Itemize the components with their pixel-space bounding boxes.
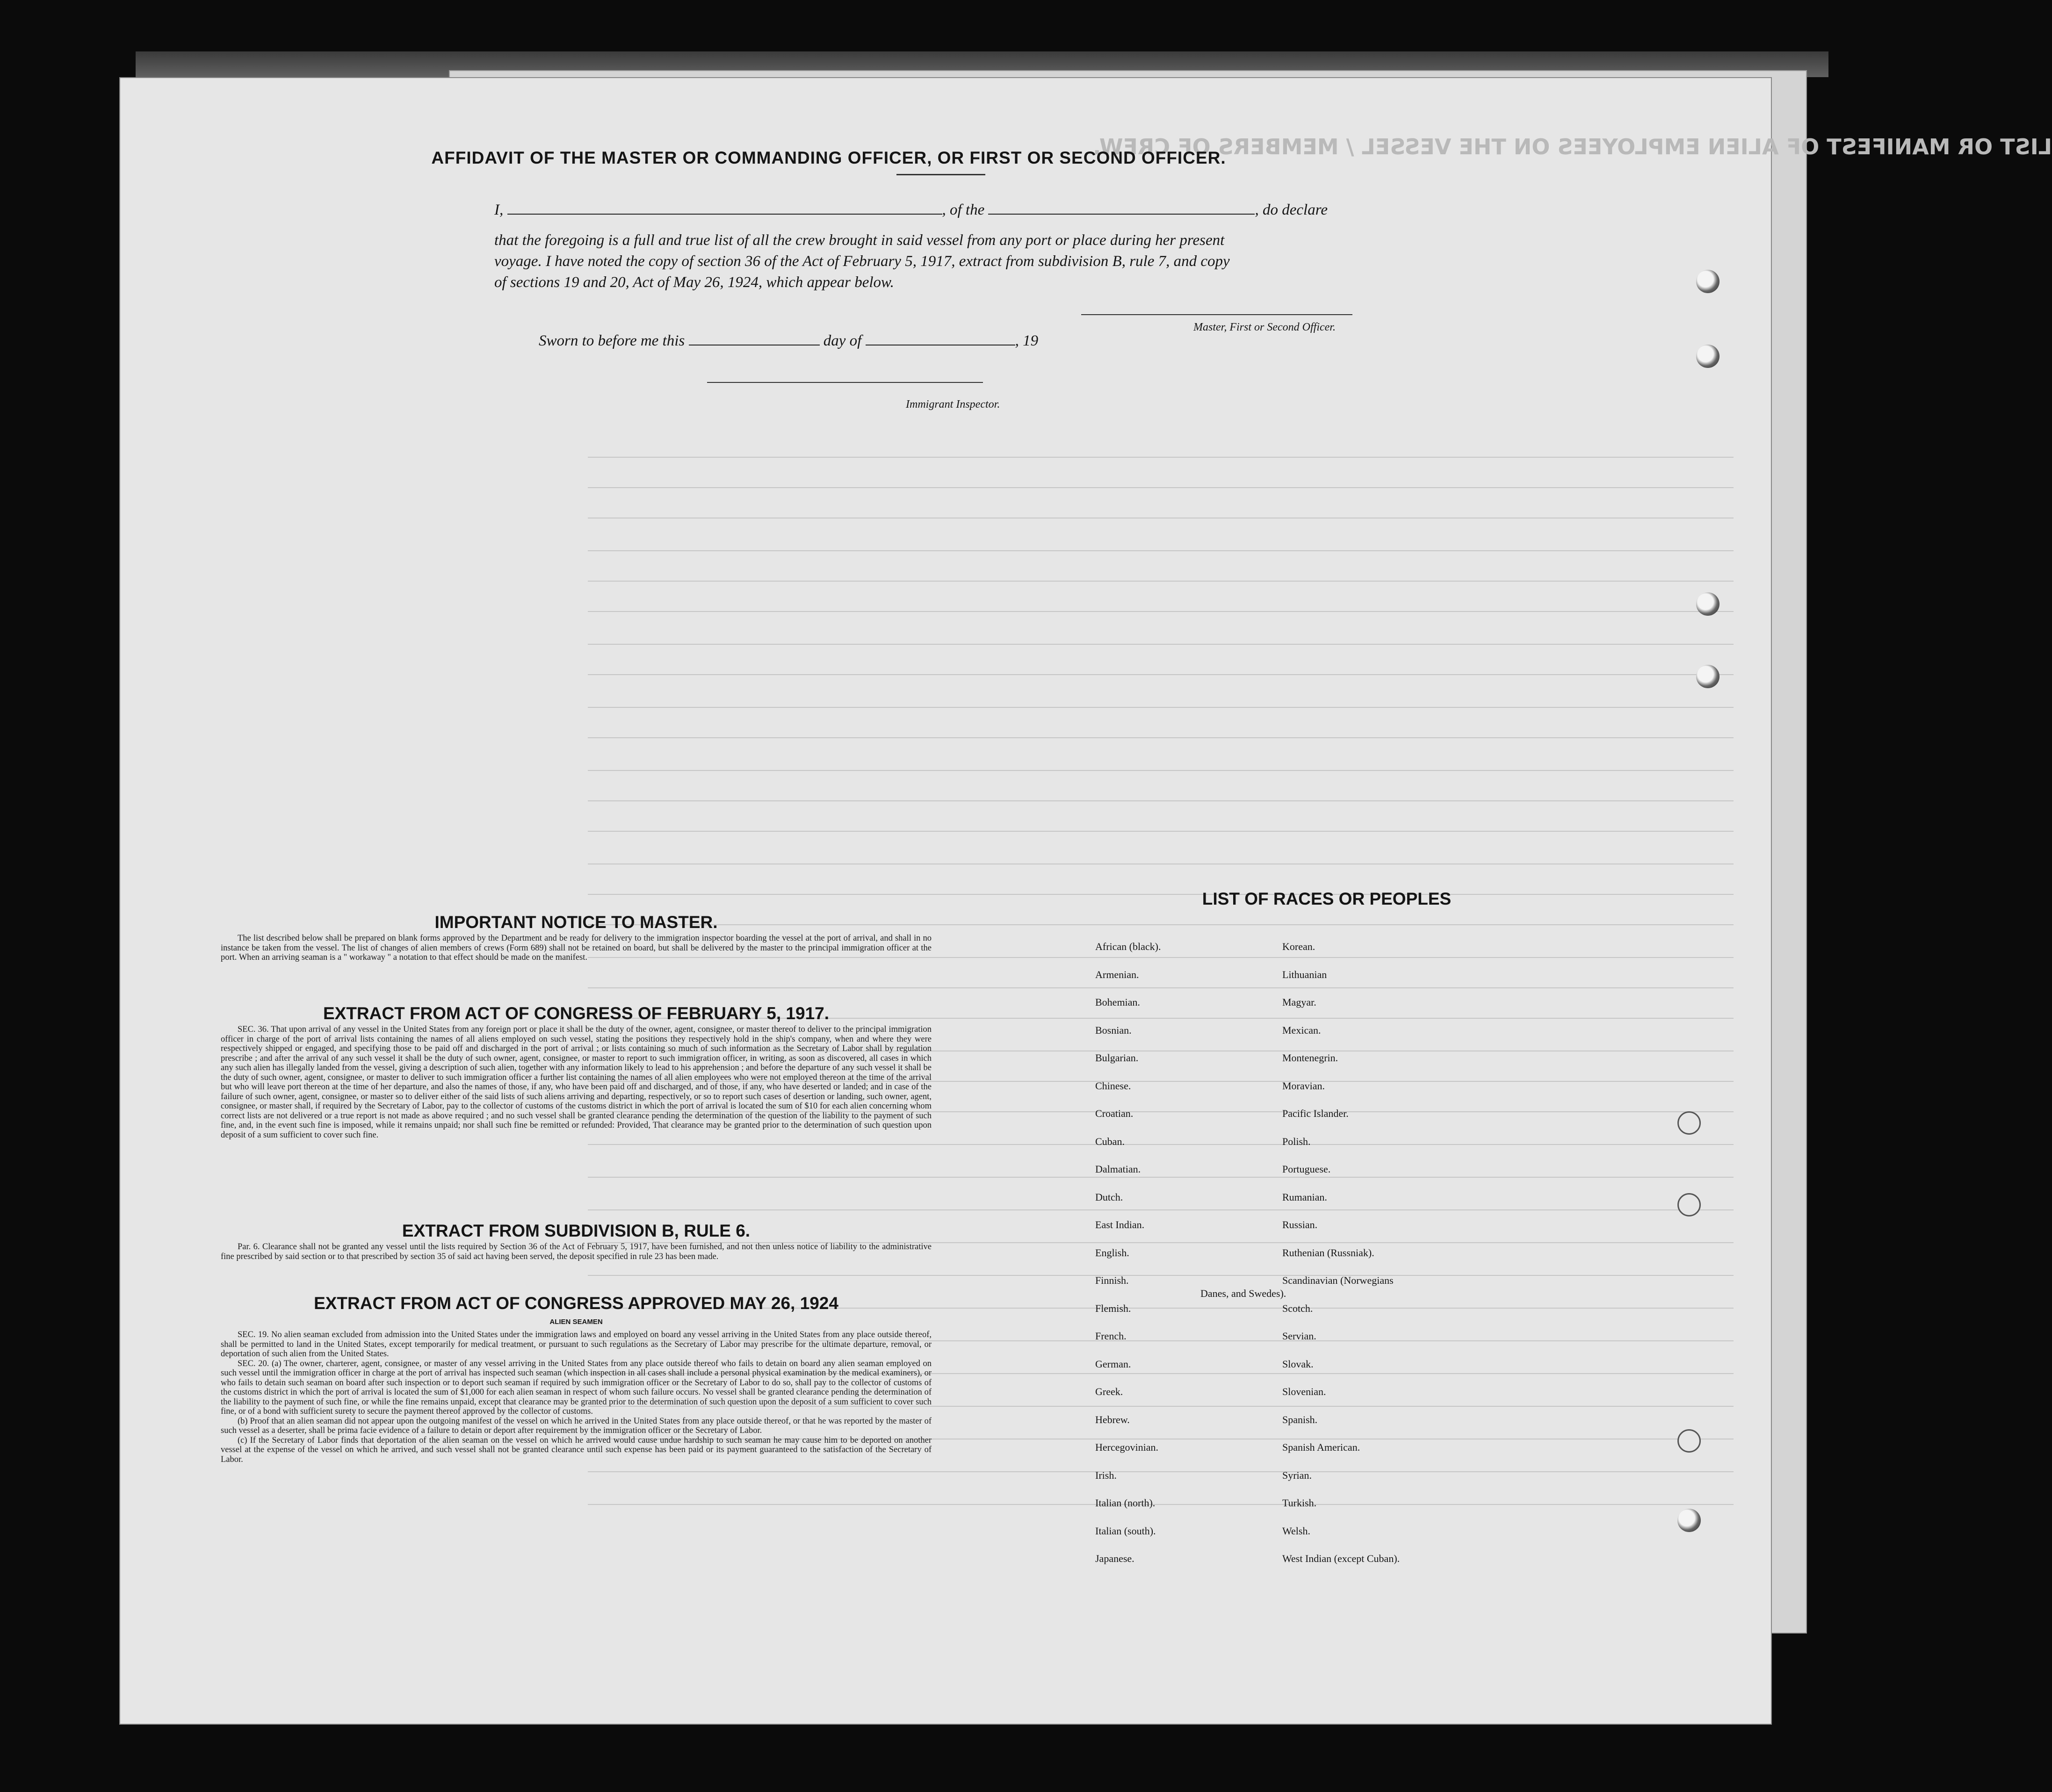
- binder-hole: [1696, 665, 1720, 688]
- vessel-blank: [988, 202, 1255, 215]
- race-item: Dalmatian.: [1095, 1163, 1141, 1175]
- title-rule: [896, 174, 985, 175]
- race-item: Mexican.: [1282, 1024, 1321, 1036]
- race-item: Slovak.: [1282, 1358, 1314, 1370]
- race-item: French.: [1095, 1330, 1127, 1342]
- race-item: Montenegrin.: [1282, 1052, 1338, 1064]
- name-blank: [507, 202, 942, 215]
- race-item: Magyar.: [1282, 996, 1316, 1008]
- race-item: Moravian.: [1282, 1080, 1325, 1092]
- sec19-text: SEC. 19. No alien seaman excluded from admission into the United States under the immigration laws and employed on board any vessel arriving in the United States from any place outside thereof, shall be permitted to land in the United States, except temporarily for medical treatment, or pursuant to such regulations as the Secretary of Labor may prescribe for the ultimate departure, removal, or deportation of such alien from the United States.: [221, 1330, 932, 1359]
- sec20b-text: (b) Proof that an alien seaman did not appear upon the outgoing manifest of the vessel on which he arrived in the United States from any place outside thereof, or that he was reported by the master of such vessel as a deserter, shall be prima facie evidence of a failure to detain or deport after requirement by the immigration officer or the Secretary of Labor.: [221, 1416, 932, 1435]
- race-item: Hercegovinian.: [1095, 1441, 1158, 1453]
- race-item: Italian (north).: [1095, 1497, 1156, 1509]
- declaration-text-3: of sections 19 and 20, Act of May 26, 1924, which appear below.: [494, 274, 894, 291]
- race-item: Finnish.: [1095, 1274, 1129, 1286]
- binder-hole: [1677, 1429, 1701, 1453]
- notice-title: IMPORTANT NOTICE TO MASTER.: [434, 913, 718, 932]
- race-item: Turkish.: [1282, 1497, 1317, 1509]
- declaration-text-2: voyage. I have noted the copy of section 36 of the Act of February 5, 1917, extract from subdivision B, rule 7, and copy: [494, 253, 1230, 270]
- race-item: Irish.: [1095, 1469, 1117, 1481]
- race-item: Lithuanian: [1282, 968, 1327, 980]
- races-title: LIST OF RACES OR PEOPLES: [1202, 889, 1452, 908]
- declaration-line: I, , of the , do declare: [494, 202, 1328, 218]
- race-item: Cuban.: [1095, 1135, 1125, 1147]
- binder-hole: [1696, 592, 1720, 616]
- race-item: Croatian.: [1095, 1108, 1134, 1119]
- race-item: English.: [1095, 1246, 1129, 1259]
- binder-hole: [1677, 1111, 1701, 1135]
- race-item: Ruthenian (Russniak).: [1282, 1246, 1374, 1259]
- race-item: Dutch.: [1095, 1191, 1123, 1203]
- race-item: West Indian (except Cuban).: [1282, 1553, 1400, 1564]
- race-item: Greek.: [1095, 1386, 1123, 1397]
- race-item: Spanish American.: [1282, 1441, 1360, 1453]
- race-item: Bosnian.: [1095, 1024, 1132, 1036]
- alien-seamen-subtitle: ALIEN SEAMEN: [549, 1318, 603, 1326]
- extract-rule6-body: Par. 6. Clearance shall not be granted any vessel until the lists required by Section 36 of the Act of February 5, 1917, have been furnished, and not then unless notice of liability to the administrative fine prescribed by said section or to that prescribed by section 35 of said act having been served, the deposit specified in rule 23 has been made.: [221, 1242, 932, 1261]
- race-item: Hebrew.: [1095, 1413, 1130, 1425]
- race-item: Bulgarian.: [1095, 1052, 1139, 1064]
- race-item: Slovenian.: [1282, 1386, 1326, 1397]
- inspector-caption: Immigrant Inspector.: [906, 398, 1000, 410]
- binder-hole: [1696, 345, 1720, 368]
- race-item: Flemish.: [1095, 1302, 1131, 1314]
- day-blank: [689, 332, 820, 345]
- race-item: Bohemian.: [1095, 996, 1140, 1008]
- race-item: Spanish.: [1282, 1413, 1318, 1425]
- race-item: Rumanian.: [1282, 1191, 1327, 1203]
- race-item: African (black).: [1095, 941, 1161, 952]
- extract-rule6-title: EXTRACT FROM SUBDIVISION B, RULE 6.: [402, 1221, 751, 1240]
- race-item: Armenian.: [1095, 968, 1139, 980]
- race-item: Scandinavian (Norwegians: [1282, 1274, 1394, 1286]
- race-item: Japanese.: [1095, 1553, 1134, 1564]
- race-item: Welsh.: [1282, 1525, 1310, 1537]
- sec20c-text: (c) If the Secretary of Labor finds that deportation of the alien seaman on the vessel on which he arrived would cause undue hardship to such seaman he may cause him to be deported on another vessel at the expense of the vessel on which he arrived, and such vessel shall not be granted clearance until such expense has been paid or its payment guaranteed to the satisfaction of the Secretary of Labor.: [221, 1435, 932, 1464]
- extract-1924-body: [221, 1330, 932, 1464]
- race-item: Russian.: [1282, 1219, 1318, 1231]
- notice-body: The list described below shall be prepared on blank forms approved by the Department and be ready for delivery to the immigration inspector boarding the vessel at the port of arrival, and shall in no instance be taken from the vessel. The list of changes of alien members of crews (Form 689) shall not be retained on board, but shall be delivered by the master to the principal immigration officer at the port. When an arriving seaman is a " workaway " a notation to that effect should be made on the manifest.: [221, 934, 932, 962]
- race-item: Danes, and Swedes).: [1200, 1288, 1286, 1299]
- race-item: Italian (south).: [1095, 1525, 1156, 1537]
- race-item: German.: [1095, 1358, 1131, 1370]
- bleed-through-header: LIST OR MANIFEST OF ALIEN EMPLOYEES ON THE VESSEL / MEMBERS OF CREW.: [1093, 134, 2052, 159]
- sworn-line: Sworn to before me this day of , 19: [539, 332, 1039, 349]
- race-item: Pacific Islander.: [1282, 1108, 1349, 1119]
- document-page: [119, 77, 2052, 1725]
- month-blank: [866, 332, 1015, 345]
- race-item: Scotch.: [1282, 1302, 1313, 1314]
- extract-1917-body: SEC. 36. That upon arrival of any vessel in the United States from any foreign port or place it shall be the duty of the owner, agent, consignee, or master thereof to deliver to the principal immigration officer in charge of the port of arrival lists containing the names of all aliens employed on such vessel, stating the positions they respectively hold in the ship's company, when and where they were respectively shipped or engaged, and specifying those to be paid off and discharged in the port of arrival ; or lists containing so much of such information as the Secretary of Labor shall by regulation prescribe ; and after the arrival of any such vessel it shall be the duty of such owner, agent, consignee, or master to report to such immigration officer, in writing, as soon as discovered, all cases in which any such alien has illegally landed from the vessel, giving a description of such alien, together with any information likely to lead to his apprehension ; and before the departure of any such vessel it shall be the duty of such owner, agent, consignee, or master to deliver to such immigration officer a further list containing the names of all alien employees who were not employed thereon at the time of the arrival but who will leave port thereon at the time of her departure, and also the names of those, if any, who have been paid off and discharged, and of those, if any, who have deserted or landed; and in case of the failure of such owner, agent, consignee, or master so to deliver either of the said lists of such aliens arriving and departing, respectively, or so to report such cases of desertion or landing, such owner, agent, consignee, or master shall, if required by the Secretary of Labor, pay to the collector of customs of the customs district in which the port of arrival is located the sum of $10 for each alien concerning whom correct lists are not delivered or a true report is not made as above required ; and no such vessel shall be granted clearance pending the determination of the question of the liability to the payment of such fine, and, in the event such fine is imposed, while it remains unpaid; nor shall such fine be remitted or refunded: Provided, That clearance may be granted prior to the determination of such question upon deposit of a sum sufficient to cover such fine.: [221, 1025, 932, 1140]
- affidavit-title: AFFIDAVIT OF THE MASTER OR COMMANDING OFFICER, OR FIRST OR SECOND OFFICER.: [431, 148, 1226, 167]
- inspector-signature-line: [707, 382, 983, 383]
- binder-hole: [1696, 270, 1720, 293]
- binder-hole: [1677, 1509, 1701, 1532]
- extract-1924-title: EXTRACT FROM ACT OF CONGRESS APPROVED MAY 26, 1924: [314, 1294, 838, 1313]
- race-item: Portuguese.: [1282, 1163, 1331, 1175]
- master-signature-line: [1081, 314, 1352, 315]
- extract-1917-title: EXTRACT FROM ACT OF CONGRESS OF FEBRUARY 5, 1917.: [323, 1004, 830, 1023]
- declaration-text-1: that the foregoing is a full and true list of all the crew brought in said vessel from any port or place during her present: [494, 232, 1225, 249]
- race-item: Polish.: [1282, 1135, 1311, 1147]
- sec20a-text: SEC. 20. (a) The owner, charterer, agent, consignee, or master of any vessel arriving in the United States from any place outside thereof who fails to detain on board any alien seaman employed on such vessel until the immigration officer in charge at the port of arrival has inspected such seaman (which inspection in all cases shall include a personal physical examination by the medical examiners), or who fails to detain such seaman on board after such inspection or to deport such seaman if required by such immigration officer or the Secretary of Labor to do so, shall pay to the collector of customs of the customs district in which the port of arrival is located the sum of $1,000 for each alien seaman in respect of whom such failure occurs. No vessel shall be granted clearance pending the determination of the liability to the payment of such fine, or while the fine remains unpaid, except that clearance may be granted prior to the determination of such question upon the deposit of a sum sufficient to cover such fine, or of a bond with sufficient surety to secure the payment thereof approved by the collector of customs.: [221, 1359, 932, 1416]
- binder-hole: [1677, 1193, 1701, 1216]
- race-item: East Indian.: [1095, 1219, 1145, 1231]
- race-item: Korean.: [1282, 941, 1315, 952]
- master-signature-caption: Master, First or Second Officer.: [1193, 321, 1336, 333]
- race-item: Syrian.: [1282, 1469, 1312, 1481]
- race-item: Chinese.: [1095, 1080, 1131, 1092]
- race-item: Servian.: [1282, 1330, 1316, 1342]
